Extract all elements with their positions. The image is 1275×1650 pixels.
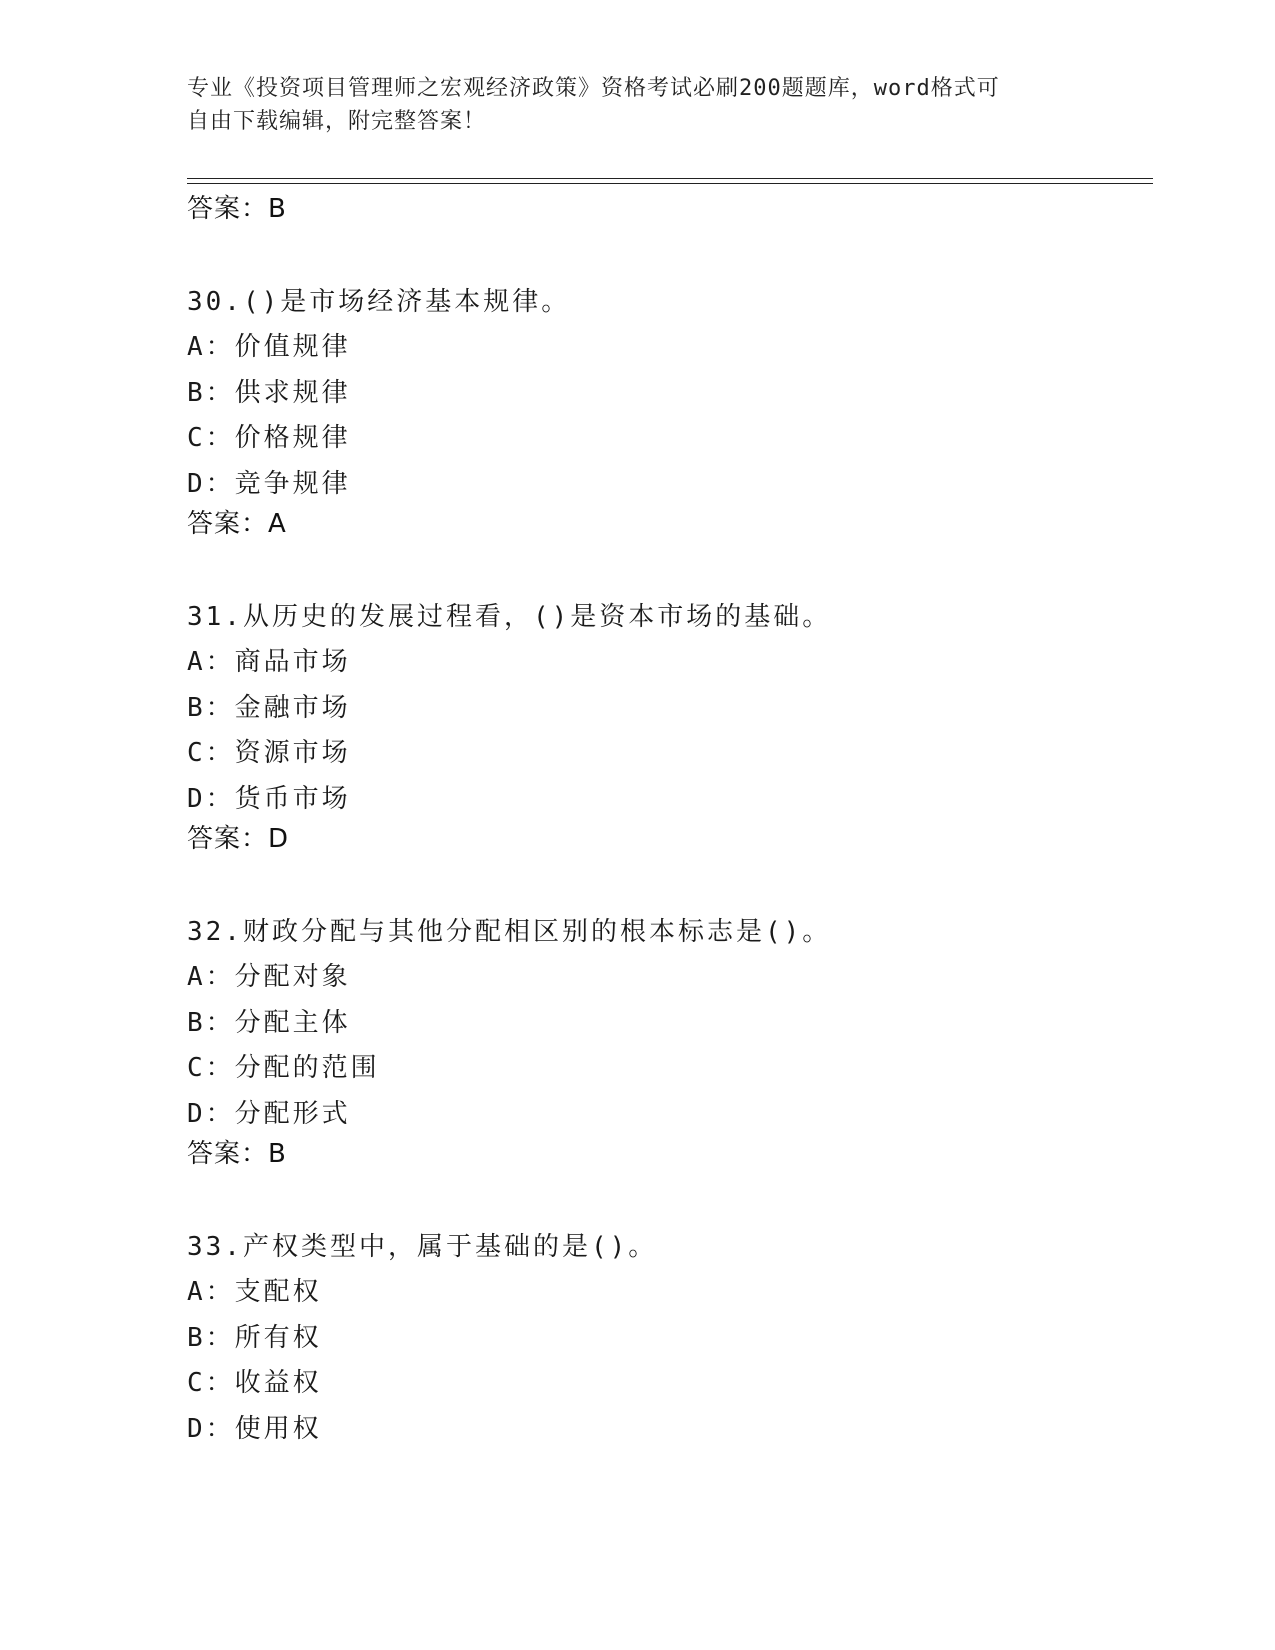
question-stem: 30.()是市场经济基本规律。 bbox=[187, 287, 571, 317]
answer-32: 答案：B bbox=[187, 1139, 287, 1169]
header-divider-top bbox=[187, 178, 1153, 179]
option-d: D：分配形式 bbox=[187, 1098, 351, 1129]
header-line-2: 自由下载编辑，附完整答案！ bbox=[187, 109, 487, 134]
question-33 bbox=[187, 1230, 1167, 1457]
question-stem: 32.财政分配与其他分配相区别的根本标志是()。 bbox=[187, 917, 832, 947]
document-header bbox=[187, 72, 1067, 138]
option-c: C：分配的范围 bbox=[187, 1053, 380, 1083]
option-d: D：竞争规律 bbox=[187, 468, 351, 499]
question-31 bbox=[187, 600, 1167, 827]
question-stem: 33.产权类型中，属于基础的是()。 bbox=[187, 1232, 658, 1262]
option-c: C：价格规律 bbox=[187, 423, 351, 453]
previous-answer: 答案：B bbox=[187, 194, 287, 224]
header-line-1: 专业《投资项目管理师之宏观经济政策》资格考试必刷200题题库，word格式可 bbox=[187, 76, 1000, 101]
question-stem: 31.从历史的发展过程看，()是资本市场的基础。 bbox=[187, 602, 832, 632]
option-b: B：所有权 bbox=[187, 1322, 322, 1353]
header-divider-bottom bbox=[187, 183, 1153, 184]
option-b: B：供求规律 bbox=[187, 377, 351, 408]
question-30 bbox=[187, 285, 1167, 512]
option-d: D：货币市场 bbox=[187, 783, 351, 814]
option-c: C：资源市场 bbox=[187, 738, 351, 768]
option-c: C：收益权 bbox=[187, 1368, 322, 1398]
question-32 bbox=[187, 915, 1167, 1142]
option-a: A：支配权 bbox=[187, 1277, 322, 1307]
option-a: A：商品市场 bbox=[187, 647, 351, 677]
answer-30: 答案：A bbox=[187, 509, 287, 539]
option-d: D：使用权 bbox=[187, 1413, 322, 1444]
answer-31: 答案：D bbox=[187, 824, 290, 854]
option-a: A：分配对象 bbox=[187, 962, 351, 992]
option-a: A：价值规律 bbox=[187, 332, 351, 362]
option-b: B：金融市场 bbox=[187, 692, 351, 723]
option-b: B：分配主体 bbox=[187, 1007, 351, 1038]
